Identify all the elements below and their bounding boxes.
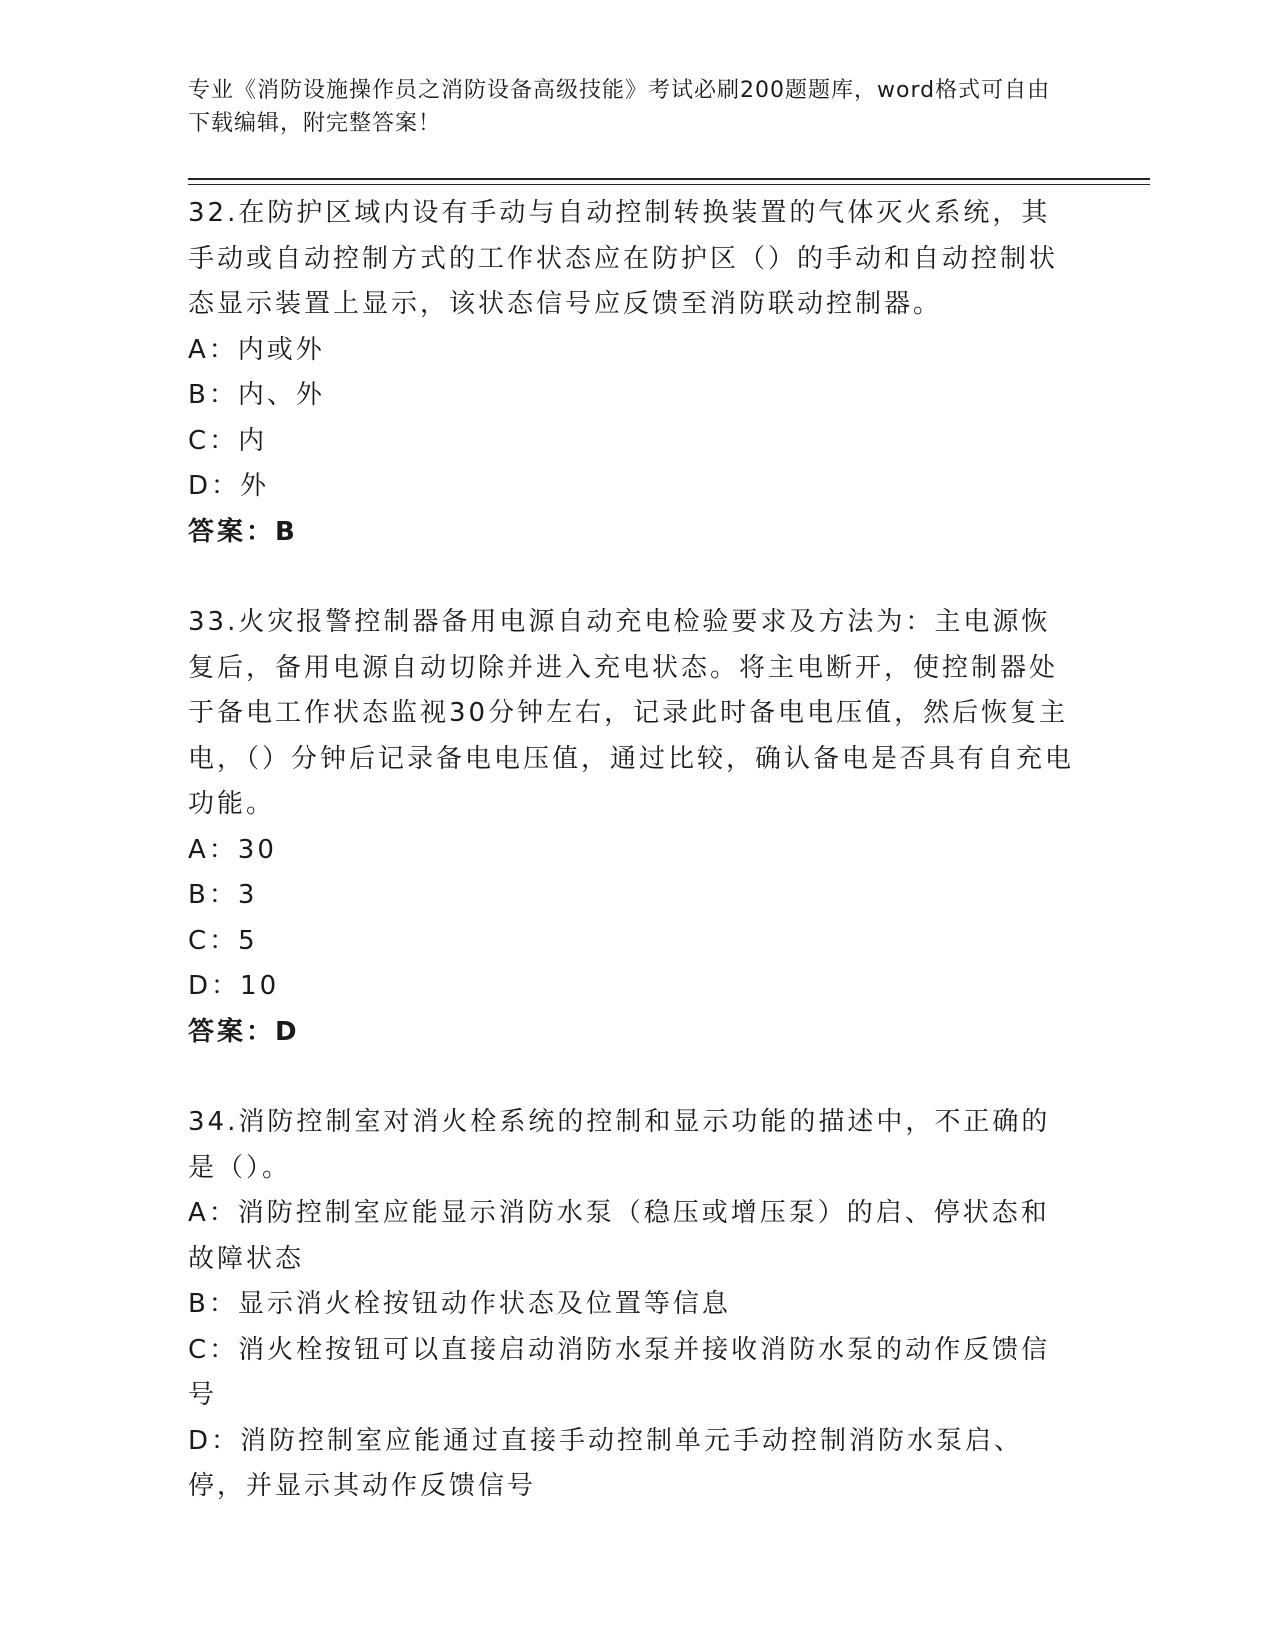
option-d: D：10 bbox=[188, 971, 280, 1001]
option-c: C：内 bbox=[188, 425, 268, 456]
option-b: B：3 bbox=[188, 880, 258, 910]
question-32 bbox=[188, 191, 1078, 555]
option-d: D：消防控制室应能通过直接手动控制单元手动控制消防水泵启、停，并显示其动作反馈信号 bbox=[188, 1425, 1024, 1501]
option-a: A：30 bbox=[188, 834, 277, 865]
header-rule-thin bbox=[188, 184, 1150, 185]
answer: 答案：B bbox=[188, 516, 298, 547]
spacer bbox=[188, 1055, 1078, 1100]
question-list bbox=[188, 191, 1078, 1510]
spacer bbox=[188, 555, 1078, 600]
question-text: 32.在防护区域内设有手动与自动控制转换装置的气体灭火系统，其手动或自动控制方式的工作状态应在防护区（）的手动和自动控制状态显示装置上显示，该状态信号应反馈至消防联动控制器。 bbox=[188, 198, 1059, 319]
option-a: A：消防控制室应能显示消防水泵（稳压或增压泵）的启、停状态和故障状态 bbox=[188, 1198, 1050, 1274]
option-b: B：显示消火栓按钮动作状态及位置等信息 bbox=[188, 1289, 731, 1319]
option-d: D：外 bbox=[188, 471, 270, 501]
question-text: 33.火灾报警控制器备用电源自动充电检验要求及方法为：主电源恢复后，备用电源自动切除并进入充电状态。将主电断开，使控制器处于备电工作状态监视30分钟左右，记录此时备电电压值，然后恢复主电，（）分钟后记录备电电压值，通过比较，确认备电是否具有自充电功能。 bbox=[188, 607, 1075, 819]
document-header: 专业《消防设施操作员之消防设备高级技能》考试必刷200题题库，word格式可自由下载编辑，附完整答案！ bbox=[188, 78, 1051, 136]
answer: 答案：D bbox=[188, 1016, 300, 1047]
option-a: A：内或外 bbox=[188, 334, 325, 365]
option-c: C：5 bbox=[188, 925, 258, 956]
option-b: B：内、外 bbox=[188, 380, 325, 410]
header-rule-thick bbox=[188, 178, 1150, 180]
question-text: 34.消防控制室对消火栓系统的控制和显示功能的描述中，不正确的是（）。 bbox=[188, 1107, 1051, 1183]
question-34 bbox=[188, 1100, 1078, 1510]
question-33 bbox=[188, 600, 1078, 1055]
option-c: C：消火栓按钮可以直接启动消防水泵并接收消防水泵的动作反馈信号 bbox=[188, 1334, 1051, 1410]
